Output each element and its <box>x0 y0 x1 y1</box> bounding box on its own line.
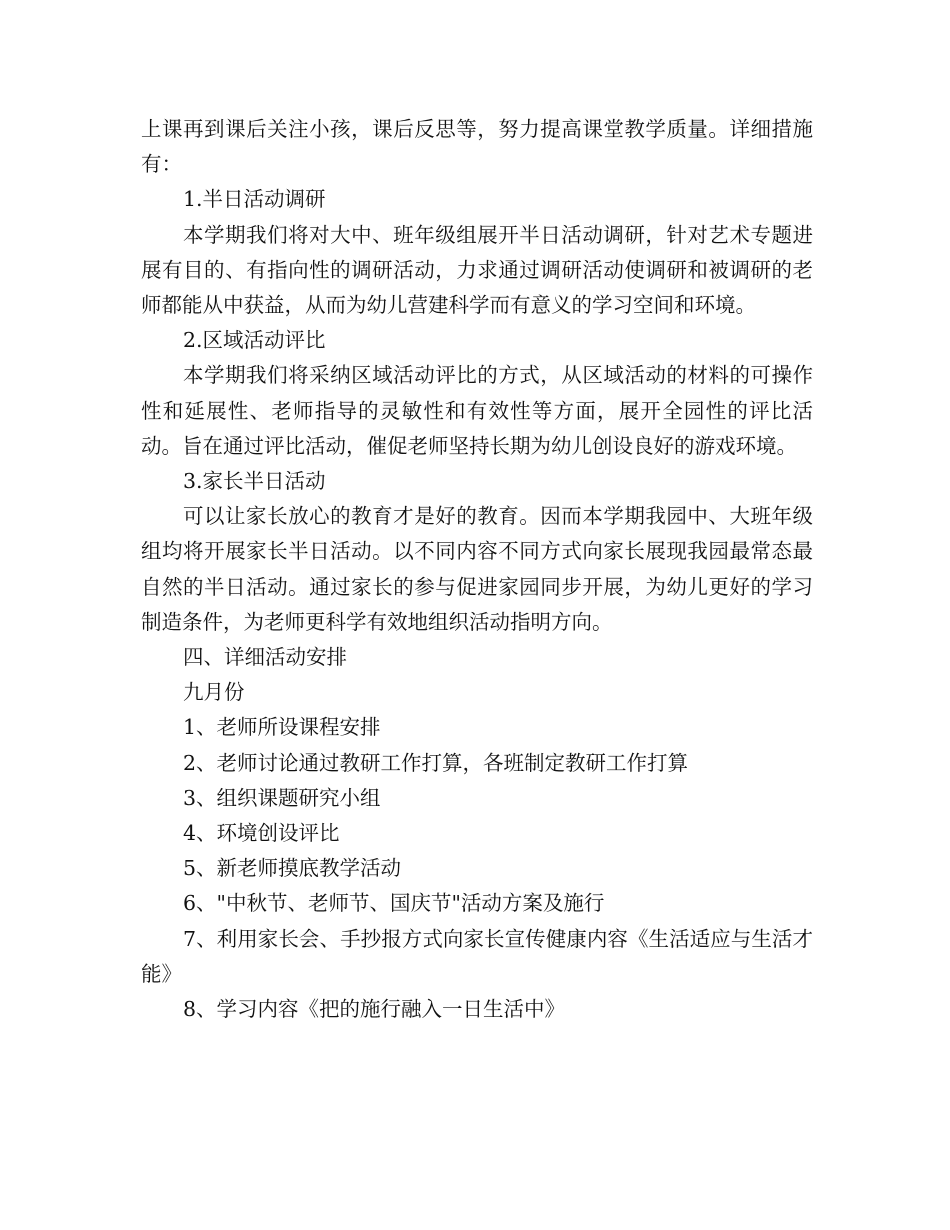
paragraph-half-day-research: 本学期我们将对大中、班年级组展开半日活动调研，针对艺术专题进展有目的、有指向性的调研活动，力求通过调研活动使调研和被调研的老师都能从中获益，从而为幼儿营建科学而有意义的学习空间和环境。 <box>141 222 813 318</box>
document-body <box>141 112 813 1027</box>
section-heading-area-evaluation: 2.区域活动评比 <box>183 328 326 353</box>
list-item: 3、组织课题研究小组 <box>183 785 381 810</box>
paragraph-parent-half-day: 可以让家长放心的教育才是好的教育。因而本学期我园中、大班年级组均将开展家长半日活动。以不同内容不同方式向家长展现我园最常态最自然的半日活动。通过家长的参与促进家园同步开展，为幼儿更好的学习制造条件，为老师更科学有效地组织活动指明方向。 <box>141 504 813 634</box>
month-heading-september: 九月份 <box>183 680 245 705</box>
paragraph-area-evaluation: 本学期我们将采纳区域活动评比的方式，从区域活动的材料的可操作性和延展性、老师指导的灵敏性和有效性等方面，展开全园性的评比活动。旨在通过评比活动，催促老师坚持长期为幼儿创设良好的游戏环境。 <box>141 363 813 458</box>
section-heading-half-day-research: 1.半日活动调研 <box>183 187 326 212</box>
list-item: 6、"中秋节、老师节、国庆节"活动方案及施行 <box>183 891 605 916</box>
list-item: 1、老师所设课程安排 <box>183 715 381 740</box>
paragraph-continuation: 上课再到课后关注小孩，课后反思等，努力提高课堂教学质量。详细措施有： <box>141 117 813 177</box>
list-item: 5、新老师摸底教学活动 <box>183 856 402 881</box>
list-item: 8、学习内容《把的施行融入一日生活中》 <box>183 997 566 1022</box>
section-heading-parent-half-day: 3.家长半日活动 <box>183 469 326 494</box>
list-item: 7、利用家长会、手抄报方式向家长宣传健康内容《生活适应与生活才能》 <box>141 926 813 986</box>
section-heading-activity-schedule: 四、详细活动安排 <box>183 645 347 670</box>
list-item: 4、环境创设评比 <box>183 821 340 846</box>
list-item: 2、老师讨论通过教研工作打算，各班制定教研工作打算 <box>183 750 689 775</box>
